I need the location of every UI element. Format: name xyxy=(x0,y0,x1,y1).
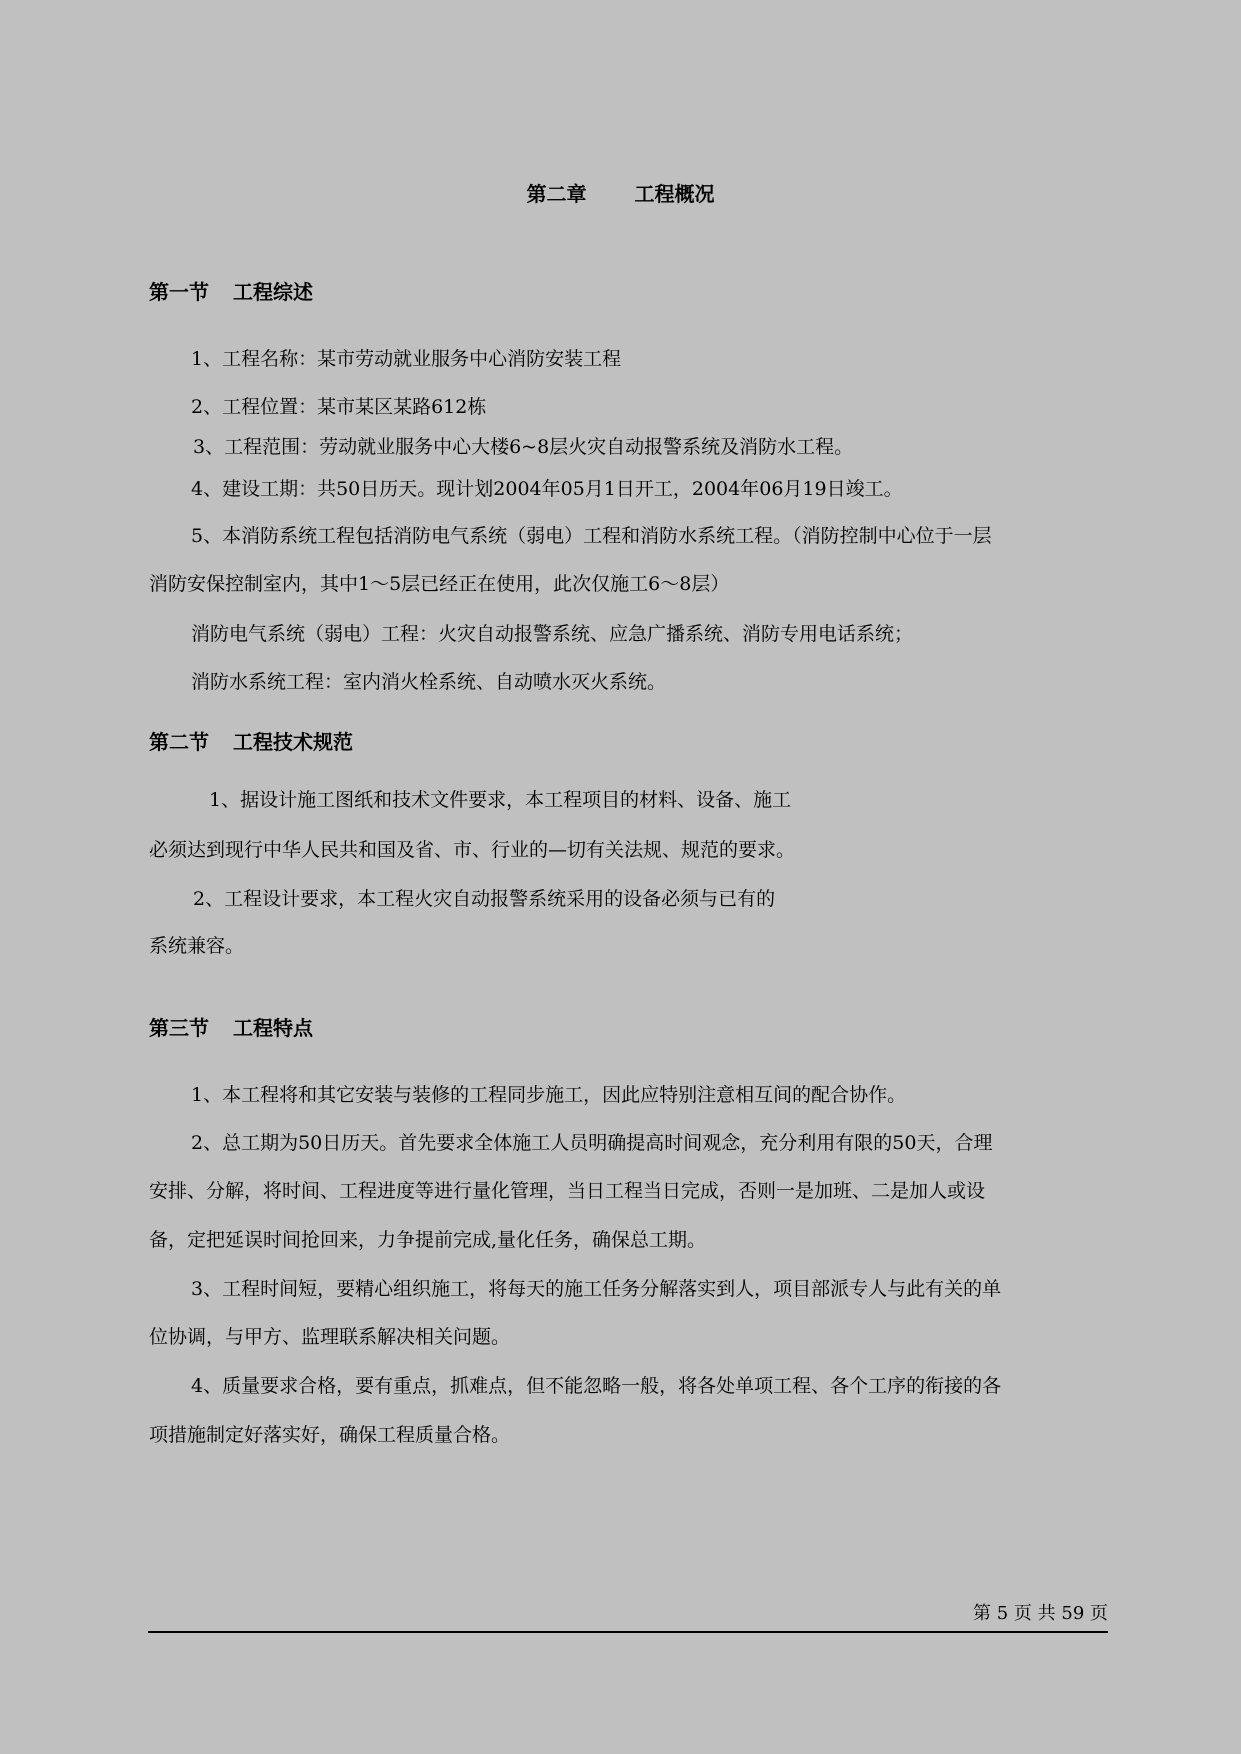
paragraph-line: 3、工程范围：劳动就业服务中心大楼6~8层火灾自动报警系统及消防水工程。 xyxy=(193,436,854,458)
paragraph-line: 2、总工期为50日历天。首先要求全体施工人员明确提高时间观念，充分利用有限的50天，合理 xyxy=(191,1132,993,1154)
paragraph-line: 消防安保控制室内，其中1～5层已经正在使用，此次仅施工6～8层） xyxy=(149,573,730,595)
paragraph-line: 位协调，与甲方、监理联系解决相关问题。 xyxy=(149,1326,511,1348)
paragraph-line: 必须达到现行中华人民共和国及省、市、行业的—切有关法规、规范的要求。 xyxy=(149,839,796,861)
paragraph-line: 消防电气系统（弱电）工程：火灾自动报警系统、应急广播系统、消防专用电话系统； xyxy=(191,623,914,645)
paragraph-line: 系统兼容。 xyxy=(149,935,245,957)
section-heading-3 xyxy=(149,1013,313,1043)
chapter-number: 第二章 xyxy=(526,182,587,206)
section-number: 第三节 xyxy=(149,1016,209,1040)
paragraph-line: 5、本消防系统工程包括消防电气系统（弱电）工程和消防水系统工程。（消防控制中心位于一层 xyxy=(191,525,992,547)
paragraph-line: 1、本工程将和其它安装与装修的工程同步施工，因此应特别注意相互间的配合协作。 xyxy=(191,1084,907,1106)
section-number: 第一节 xyxy=(149,280,209,304)
section-heading-1 xyxy=(149,277,313,307)
paragraph-line: 安排、分解，将时间、工程进度等进行量化管理，当日工程当日完成，否则一是加班、二是加人或设 xyxy=(149,1180,986,1202)
paragraph-line: 消防水系统工程：室内消火栓系统、自动喷水灭火系统。 xyxy=(191,671,667,693)
paragraph-line: 3、工程时间短，要精心组织施工，将每天的施工任务分解落实到人，项目部派专人与此有关的单 xyxy=(191,1278,1002,1300)
section-heading-2 xyxy=(149,727,353,757)
paragraph-line: 1、工程名称：某市劳动就业服务中心消防安装工程 xyxy=(191,348,622,370)
section-number: 第二节 xyxy=(149,730,209,754)
section-title: 工程技术规范 xyxy=(233,730,353,754)
section-title: 工程特点 xyxy=(233,1016,313,1040)
paragraph-line: 备，定把延误时间抢回来，力争提前完成,量化任务，确保总工期。 xyxy=(149,1229,707,1251)
chapter-heading xyxy=(0,179,1241,209)
paragraph-line: 4、质量要求合格，要有重点，抓难点，但不能忽略一般，将各处单项工程、各个工序的衔接的各 xyxy=(191,1375,1002,1397)
section-title: 工程综述 xyxy=(233,280,313,304)
chapter-title: 工程概况 xyxy=(634,182,715,206)
paragraph-line: 2、工程位置：某市某区某路612栋 xyxy=(191,396,487,418)
paragraph-line: 2、工程设计要求，本工程火灾自动报警系统采用的设备必须与已有的 xyxy=(193,888,776,910)
page-number: 第 5 页 共 59 页 xyxy=(973,1603,1108,1624)
paragraph-line: 4、建设工期：共50日历天。现计划2004年05月1日开工，2004年06月19日竣工。 xyxy=(191,478,903,500)
paragraph-line: 1、据设计施工图纸和技术文件要求，本工程项目的材料、设备、施工 xyxy=(209,789,792,811)
paragraph-line: 项措施制定好落实好，确保工程质量合格。 xyxy=(149,1424,511,1446)
footer-divider xyxy=(148,1631,1108,1633)
